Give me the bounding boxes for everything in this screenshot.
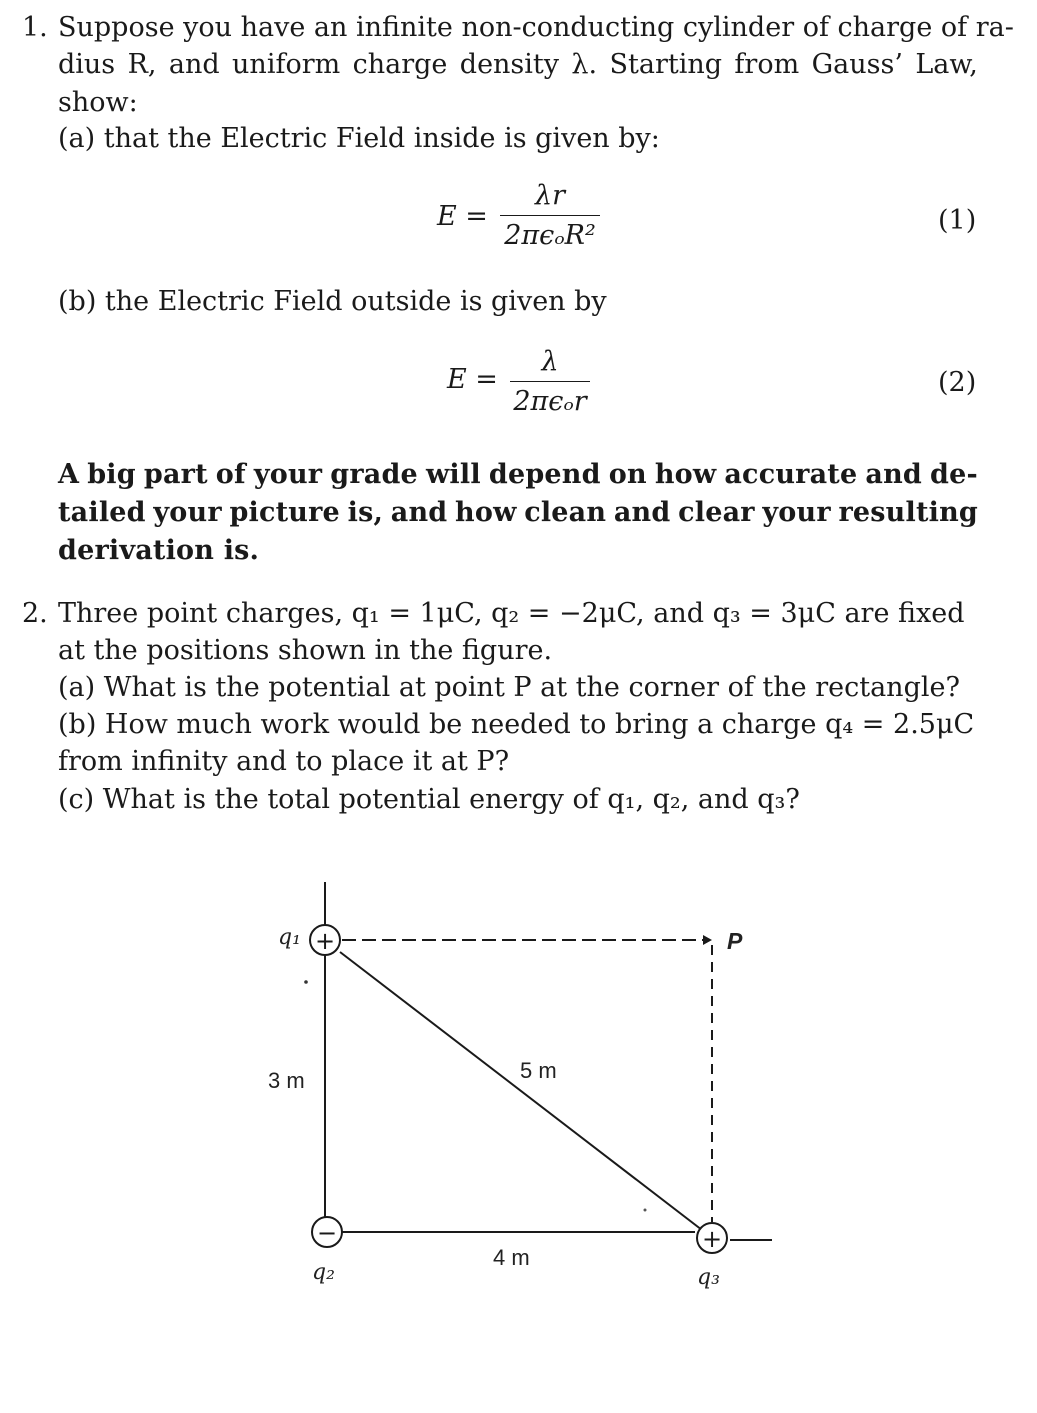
grading-note-word: your [762,497,831,528]
problem1-line3: show: [58,87,138,118]
problem1-line2-word: dius [58,49,116,80]
problem1-line2-word: charge [352,49,448,80]
problem1-line2-word: from [734,49,800,80]
grading-note-word: will [425,459,481,490]
eq1-numerator: λr [534,180,566,211]
problem1-line2-word: Starting [609,49,723,80]
grading-note-word: resulting [838,497,978,528]
grading-note-word: is, [347,497,384,528]
charge-rectangle-figure [0,860,1037,1310]
eq2-denominator: 2πϵₒr [513,386,587,417]
problem1-number: 1. [22,12,48,43]
grading-note-word: and [390,497,448,528]
grading-note-word: part [143,459,208,490]
speck-mark [304,980,308,984]
grading-note-word: big [87,459,136,490]
problem2-part-b-line1: (b) How much work would be needed to bring a charge q₄ = 2.5μC [58,709,975,740]
problem1-line2-word: uniform [232,49,341,80]
problem2-part-b-line2: from infinity and to place it at P? [58,746,510,777]
problem1-line2-word: Law, [915,49,978,80]
grading-note-word: accurate [724,459,858,490]
problem2-line1: Three point charges, q₁ = 1μC, q₂ = −2μC, and q₃ = 3μC are fixed [58,598,965,629]
grading-note-line1 [58,458,978,492]
problem2-number: 2. [22,598,48,629]
diagonal-line [340,952,702,1230]
grading-note-word: picture [229,497,340,528]
side-length-label: 3 m [268,1068,305,1093]
eq1-denominator: 2πϵₒR² [504,220,596,251]
grading-note-word: how [654,459,717,490]
q2-label: q₂ [312,1260,335,1285]
p-label: P [727,928,743,954]
grading-note-word: your [253,459,323,490]
problem1-part-b: (b) the Electric Field outside is given by [58,286,607,317]
q1-plus-sign: + [314,927,336,955]
problem1-line2-word: R, [127,49,157,80]
problem2-part-c: (c) What is the total potential energy of q₁, q₂, and q₃? [58,784,800,815]
grading-note-word: depend [488,459,601,490]
grading-note-word: tailed [58,497,146,528]
problem1-part-a: (a) that the Electric Field inside is given by: [58,123,660,154]
problem2-part-a: (a) What is the potential at point P at the corner of the rectangle? [58,672,960,703]
grading-note-line3: derivation is. [58,535,260,566]
grading-note-word: on [608,459,647,490]
eq1-lhs: E = [437,201,488,232]
grading-note-word: clean [524,497,607,528]
problem1-line1: Suppose you have an infinite non-conducting cylinder of charge of ra- [58,12,1014,43]
grading-note-word: how [455,497,517,528]
grading-note-line2 [58,496,978,530]
grading-note-word: of [215,459,246,490]
q3-plus-sign: + [701,1225,723,1253]
grading-note-word: and [613,497,671,528]
problem1-line2-word: and [168,49,220,80]
eq1-number: (1) [938,205,977,236]
grading-note-word: grade [330,459,418,490]
speck-mark [644,1209,647,1212]
q2-minus-sign: − [316,1219,338,1247]
problem1-line2 [58,48,978,82]
grading-note-word: de- [930,459,978,490]
problem1-line2-word: Gauss’ [811,49,903,80]
problem1-line2-word: λ. [571,49,598,80]
grading-note-word: and [865,459,922,490]
grading-note-word: A [58,459,80,490]
eq2-lhs: E = [447,364,498,395]
grading-note-word: clear [678,497,755,528]
problem1-line2-word: density [459,49,560,80]
bottom-length-label: 4 m [493,1245,530,1270]
grading-note-word: your [153,497,222,528]
eq2-number: (2) [938,367,977,398]
eq1-fraction [500,180,600,251]
eq2-numerator: λ [541,346,559,377]
problem2-line2: at the positions shown in the figure. [58,635,553,666]
eq2-fraction-bar [510,381,590,382]
diagonal-length-label: 5 m [520,1058,557,1083]
q3-label: q₃ [697,1265,720,1290]
q1-label: q₁ [278,925,301,950]
eq2-fraction [510,346,590,417]
p-arrowhead [703,935,712,945]
eq1-fraction-bar [500,215,600,216]
